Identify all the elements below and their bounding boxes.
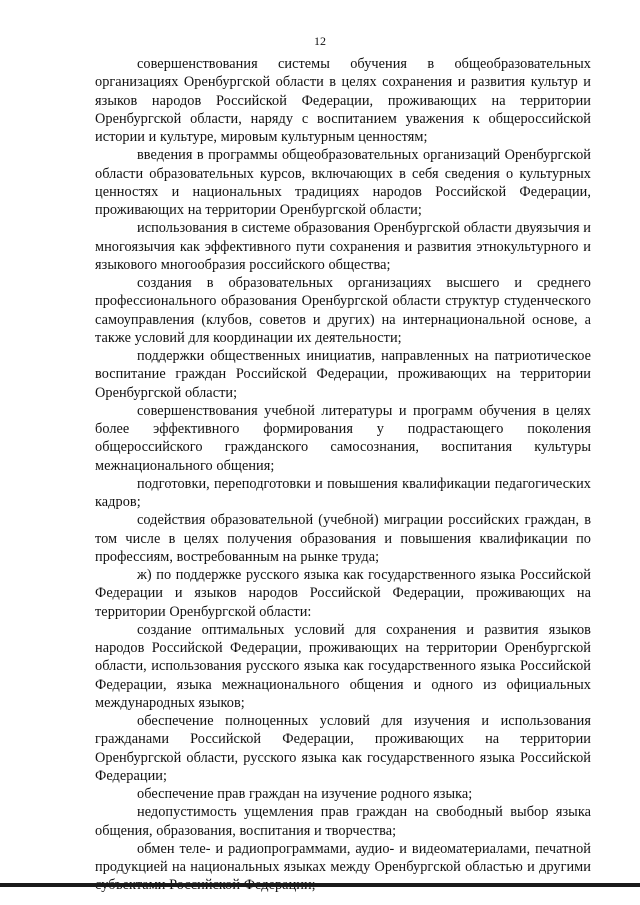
paragraph: совершенствования учебной литературы и программ обучения в целях более эффективного формирования у подрастающего поколения общероссийского гражданского самосознания, воспитания культуры межнационального общения; xyxy=(95,402,591,474)
paragraph: использования в системе образования Оренбургской области двуязычия и многоязычия как эффективного пути сохранения и развития этнокультурного и языкового многообразия российского общества; xyxy=(95,220,591,273)
paragraph: недопустимость ущемления прав граждан на свободный выбор языка общения, образования, воспитания и творчества; xyxy=(95,804,591,839)
paragraph: совершенствования системы обучения в общеобразовательных организациях Оренбургской области в целях сохранения и развития культур и языков народов Российской Федерации, проживающих на территории Оренбургской области, наряду с воспитанием уважения к общероссийской истории и культуре, мировым культурным ценностям; xyxy=(95,56,591,145)
bottom-scan-border xyxy=(0,883,640,887)
paragraph: поддержки общественных инициатив, направленных на патриотическое воспитание граждан Российской Федерации, проживающих на территории Оренбургской области; xyxy=(95,348,591,401)
paragraph: ж) по поддержке русского языка как государственного языка Российской Федерации и языков народов Российской Федерации, проживающих на территории Оренбургской области: xyxy=(95,567,591,620)
document-body xyxy=(95,55,591,895)
paragraph: введения в программы общеобразовательных организаций Оренбургской области образовательных курсов, включающих в себя сведения о культурных ценностях и национальных традициях народов Российской Федерации, проживающих на территории Оренбургской области; xyxy=(95,147,591,218)
paragraph: обеспечение прав граждан на изучение родного языка; xyxy=(137,786,473,802)
paragraph: обеспечение полноценных условий для изучения и использования гражданами Российской Федерации, проживающих на территории Оренбургской области, русского языка как государственного языка Российской Федерации; xyxy=(95,713,591,784)
page-number: 12 xyxy=(314,34,326,48)
paragraph: создания в образовательных организациях высшего и среднего профессионального образования Оренбургской области структур студенческого самоуправления (клубов, советов и других) на интернациональной основе, а также условий для координации их деятельности; xyxy=(95,275,591,346)
paragraph: создание оптимальных условий для сохранения и развития языков народов Российской Федерации, проживающих на территории Оренбургской области, использования русского языка как государственного языка Российской Федерации, языка межнационального общения и одного из официальных международных языков; xyxy=(95,621,591,711)
paragraph: содействия образовательной (учебной) миграции российских граждан, в том числе в целях получения образования и повышения квалификации по профессиям, востребованным на рынке труда; xyxy=(95,512,591,565)
paragraph: обмен теле- и радиопрограммами, аудио- и видеоматериалами, печатной продукцией на национальных языках между Оренбургской областью и другими xyxy=(95,840,591,875)
paragraph: подготовки, переподготовки и повышения квалификации педагогических кадров; xyxy=(95,475,591,510)
